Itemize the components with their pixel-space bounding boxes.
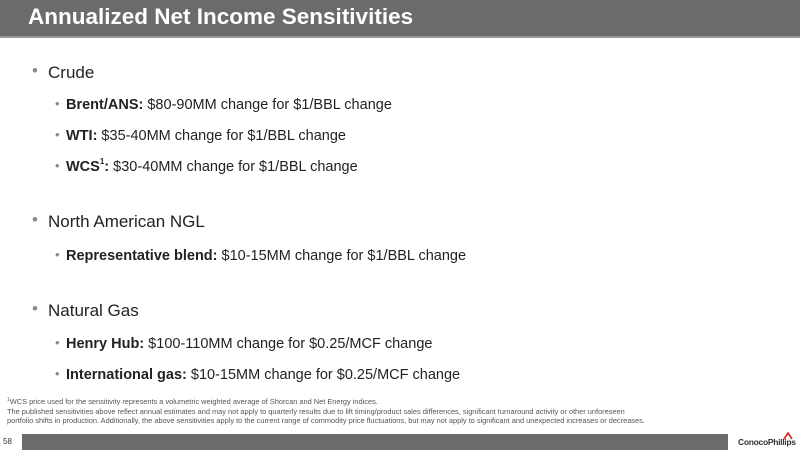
bullet-dot: •: [32, 299, 38, 318]
logo-mark-shape: [784, 433, 792, 439]
bullet-dot: •: [32, 210, 38, 229]
title-bar: [0, 0, 800, 36]
footnote-line-1: $^1$WCS price used for the sensitivity represents a volumetric weighted average of Shorcan and Net Energy indices.: [7, 397, 378, 406]
title-underline: [0, 36, 800, 38]
footnote-marker: 1: [7, 397, 10, 403]
bullet-dot: •: [55, 158, 60, 173]
section-heading: Crude: [48, 63, 95, 82]
section-heading: Natural Gas: [48, 301, 139, 320]
item-text: $30-40MM change for $1/BBL change: [109, 159, 358, 175]
footnote-line-3: portfolio shifts in production. Additionally, the above sensitivities apply to the current range of commodity price fluctuations, but may not apply to significant and unexpected increases or decreases.: [7, 416, 645, 426]
bullet-dot: •: [55, 335, 60, 350]
item-text: $100-110MM change for $0.25/MCF change: [144, 336, 433, 352]
logo-mark-icon: [783, 432, 793, 440]
item-label-colon: :: [104, 159, 110, 175]
bullet-dot: •: [55, 96, 60, 111]
item-text: $10-15MM change for $0.25/MCF change: [186, 367, 461, 383]
item-text: $80-90MM change for $1/BBL change: [143, 97, 392, 113]
item-label: International gas:: [66, 367, 187, 383]
bullet-dot: •: [55, 247, 60, 262]
bullet-dot: •: [32, 61, 38, 80]
item-label: WTI:: [66, 128, 98, 144]
item-text: $10-15MM change for $1/BBL change: [217, 248, 467, 264]
footnote-marker: 1: [99, 157, 105, 166]
item-text: $35-40MM change for $1/BBL change: [97, 128, 346, 144]
item-label: Representative blend:: [66, 248, 218, 264]
bullet-dot: •: [55, 127, 60, 142]
footnote-line-2: The published sensitivities above reflect annual estimates and may not apply to quarterly results due to lift timing/product sales differences, significant turnaround activity or other unforeseen: [7, 406, 625, 416]
footnotes: [7, 397, 793, 426]
page-number: 58: [3, 437, 12, 446]
item-label: WCS: [66, 159, 100, 175]
slide-title: Annualized Net Income Sensitivities: [28, 4, 414, 29]
item-label: Brent/ANS:: [66, 97, 144, 113]
bottom-bar: [0, 434, 800, 450]
section-heading: North American NGL: [48, 212, 205, 231]
bullet-dot: •: [55, 366, 60, 381]
item-label: Henry Hub:: [66, 336, 145, 352]
company-logo: ConocoPhillips: [738, 437, 796, 447]
